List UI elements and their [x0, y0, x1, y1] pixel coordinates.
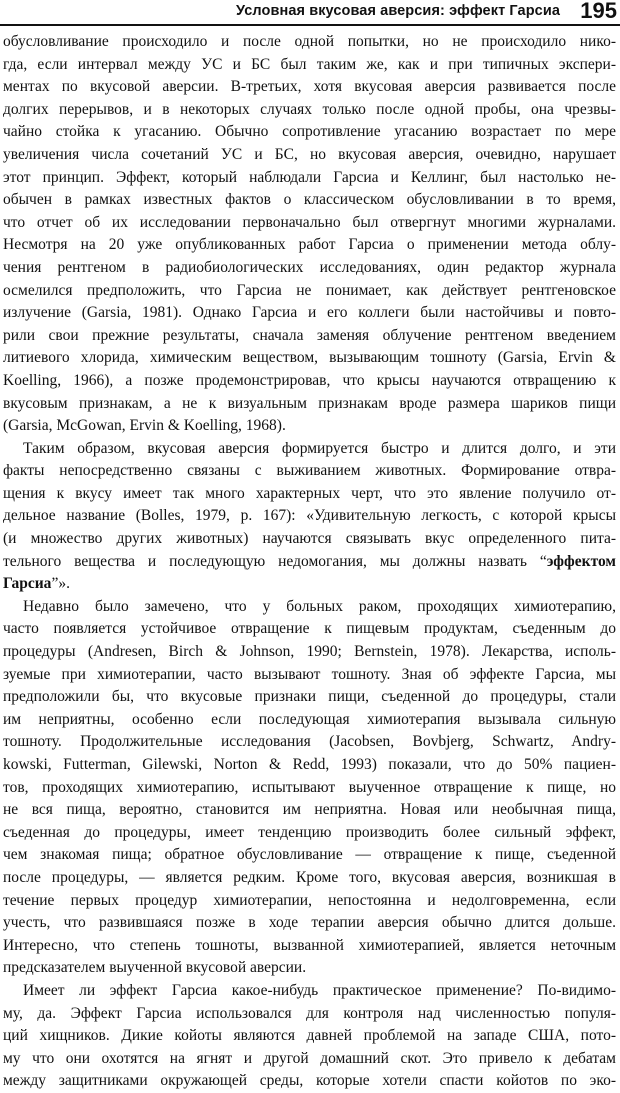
line-text: дельное название (Bolles, 1979, p. 167): «Удивительную легкость, с которой крысы	[3, 507, 616, 525]
line-text: Имеет ли эффект Гарсиа какое-нибудь практическое применение? По-видимо-	[23, 981, 616, 999]
text-line	[3, 867, 616, 890]
line-text: Недавно было замечено, что у больных раком, проходящих химиотерапию,	[23, 597, 616, 615]
line-text: щения к вкусу имеет так много характерных черт, что это явление получило от-	[3, 484, 616, 502]
line-text: не вся пища, вероятно, становится им неприятна. Новая или необычная пища,	[3, 801, 616, 819]
page-number: 195	[580, 0, 617, 23]
line-text: рили свои прежние результаты, сначала заменяя облучение рентгеном введением	[3, 326, 616, 344]
text-line	[3, 189, 616, 212]
text-line	[3, 505, 616, 528]
text-line	[3, 1025, 616, 1048]
text-line	[3, 1048, 616, 1071]
line-text: съеденная до процедуры, имеет тенденцию производить более сильный эффект,	[3, 823, 616, 841]
text-line	[3, 167, 616, 190]
text-line	[3, 1070, 616, 1093]
line-text: му что они охотятся на ягнят и другой домашний скот. Это привело к дебатам	[3, 1049, 616, 1067]
running-title: Условная вкусовая аверсия: эффект Гарсиа	[236, 3, 560, 19]
line-text: увеличения числа сочетаний УС и БС, но вкусовая аверсия, очевидно, нарушает	[3, 145, 616, 163]
text-line	[3, 957, 616, 980]
line-text: зуемые при химиотерапии, часто вызывают тошноту. Зная об эффекте Гарсиа, мы	[3, 665, 616, 683]
text-line	[3, 980, 616, 1003]
text-line	[3, 99, 616, 122]
line-text: обусловливание происходило и после одной попытки, но не происходило нико-	[3, 33, 616, 50]
text-line	[3, 280, 616, 303]
line-text: (Garsia, McGowan, Ervin & Koelling, 1968).	[3, 417, 286, 435]
line-text: му, да. Эффект Гарсиа использовался для контроля над численностью популя-	[3, 1004, 616, 1022]
line-text: предсказателем выученной вкусовой аверсии.	[3, 959, 307, 977]
line-text: обычен в рамках известных фактов о классическом обусловливании в то время,	[3, 191, 616, 209]
body-text	[3, 31, 616, 1093]
text-line	[3, 935, 616, 958]
line-text: осмелился предположить, что Гарсиа не понимает, как действует рентгеновское	[3, 281, 616, 299]
line-text: часто появляется устойчивое отвращение к пищевым продуктам, съеденным до	[3, 620, 616, 638]
line-text: Интересно, что степень тошноты, вызванной химиотерапией, является неточным	[3, 936, 616, 954]
text-line	[3, 212, 616, 235]
line-text: чения рентгеном в радиобиологических исследованиях, один редактор журнала	[3, 258, 616, 276]
text-line	[3, 144, 616, 167]
line-text: между защитниками окружающей среды, которые хотели спасти койотов по эко-	[3, 1072, 616, 1090]
line-text: тошноту. Продолжительные исследования (Jacobsen, Bovbjerg, Schwartz, Andry-	[3, 733, 616, 751]
text-line	[3, 460, 616, 483]
text-line	[3, 641, 616, 664]
text-line	[3, 618, 616, 641]
text-line	[3, 822, 616, 845]
line-text: вкусовым признакам, а не к визуальным признакам вроде размера шариков пищи	[3, 394, 616, 412]
line-text: чайно стойка к угасанию. Обычно сопротивление угасанию возрастает по мере	[3, 123, 616, 141]
line-text: ”».	[51, 575, 70, 593]
text-line	[3, 799, 616, 822]
text-line	[3, 438, 616, 461]
line-text: чем знакомая пища; обратное обусловливание — отвращение к пище, съеденной	[3, 846, 616, 864]
text-line	[3, 257, 616, 280]
line-text: излучение (Garsia, 1981). Однако Гарсиа и его коллеги были настойчивы и повто-	[3, 304, 616, 322]
text-line	[3, 415, 616, 438]
text-line	[3, 483, 616, 506]
text-line	[3, 76, 616, 99]
header-rule	[0, 24, 620, 26]
line-text: гда, если интервал между УС и БС был таким же, как и при типичных экспери-	[3, 55, 616, 73]
line-text: течение первых процедур химиотерапии, непостоянна и недолговременна, если	[3, 891, 616, 909]
key-term: эффектом	[546, 552, 616, 570]
line-text: тельного вещества и последующую недомогания, мы должны назвать “	[3, 552, 547, 570]
text-line	[3, 234, 616, 257]
text-line	[3, 302, 616, 325]
line-text: им неприятны, особенно если последующая химиотерапия вызывала сильную	[3, 710, 616, 728]
line-text: долгих перерывов, и в некоторых случаях только после одной пробы, она чрезвы-	[3, 100, 616, 118]
text-line	[3, 686, 616, 709]
line-text: процедуры (Andresen, Birch & Johnson, 1990; Bernstein, 1978). Лекарства, исполь-	[3, 643, 616, 661]
text-line	[3, 777, 616, 800]
text-line	[3, 844, 616, 867]
text-line	[3, 573, 616, 596]
line-text: учесть, что развившаяся позже в ходе терапии аверсия обычно длится дольше.	[3, 914, 616, 932]
text-line	[3, 325, 616, 348]
text-line	[3, 754, 616, 777]
text-line	[3, 54, 616, 77]
text-line	[3, 912, 616, 935]
line-text: что отчет об их исследовании первоначально был отвергнут многими журналами.	[3, 213, 616, 231]
text-line	[3, 31, 616, 54]
text-line	[3, 347, 616, 370]
key-term: Гарсиа	[3, 575, 52, 593]
line-text: Koelling, 1966), а позже продемонстрировав, что крысы научаются отвращению к	[3, 371, 616, 389]
line-text: этот принцип. Эффект, который наблюдали Гарсиа и Келлинг, был настолько не-	[3, 168, 616, 186]
text-line	[3, 528, 616, 551]
text-line	[3, 551, 616, 574]
line-text: Таким образом, вкусовая аверсия формируется быстро и длится долго, и эти	[23, 439, 616, 457]
line-text: Несмотря на 20 уже опубликованных работ Гарсиа о применении метода облу-	[3, 236, 616, 254]
text-line	[3, 596, 616, 619]
text-line	[3, 709, 616, 732]
line-text: ментах по вкусовой аверсии. В-третьих, хотя вкусовая аверсия развивается после	[3, 78, 616, 96]
text-line	[3, 370, 616, 393]
line-text: (и множество других животных) научаются связывать вкус определенного пита-	[3, 530, 616, 548]
text-line	[3, 731, 616, 754]
text-line	[3, 1003, 616, 1026]
line-text: после процедуры, — является редким. Кроме того, вкусовая аверсия, возникшая в	[3, 868, 616, 886]
line-text: факты непосредственно связаны с выживанием животных. Формирование отвра-	[3, 462, 616, 480]
text-line	[3, 393, 616, 416]
line-text: предположили бы, что вкусовые признаки пищи, съеденной до процедуры, стали	[3, 688, 616, 706]
text-line	[3, 890, 616, 913]
text-line	[3, 664, 616, 687]
line-text: тов, проходящих химиотерапию, испытывают выученное отвращение к пище, но	[3, 778, 616, 796]
running-head	[0, 0, 620, 24]
line-text: ций хищников. Дикие койоты являются давней проблемой на западе США, пото-	[3, 1027, 616, 1045]
text-line	[3, 121, 616, 144]
line-text: kowski, Futterman, Gilewski, Norton & Redd, 1993) показали, что до 50% пациен-	[3, 756, 616, 773]
line-text: литиевого хлорида, химическим веществом, вызывающим тошноту (Garsia, Ervin &	[3, 349, 616, 367]
